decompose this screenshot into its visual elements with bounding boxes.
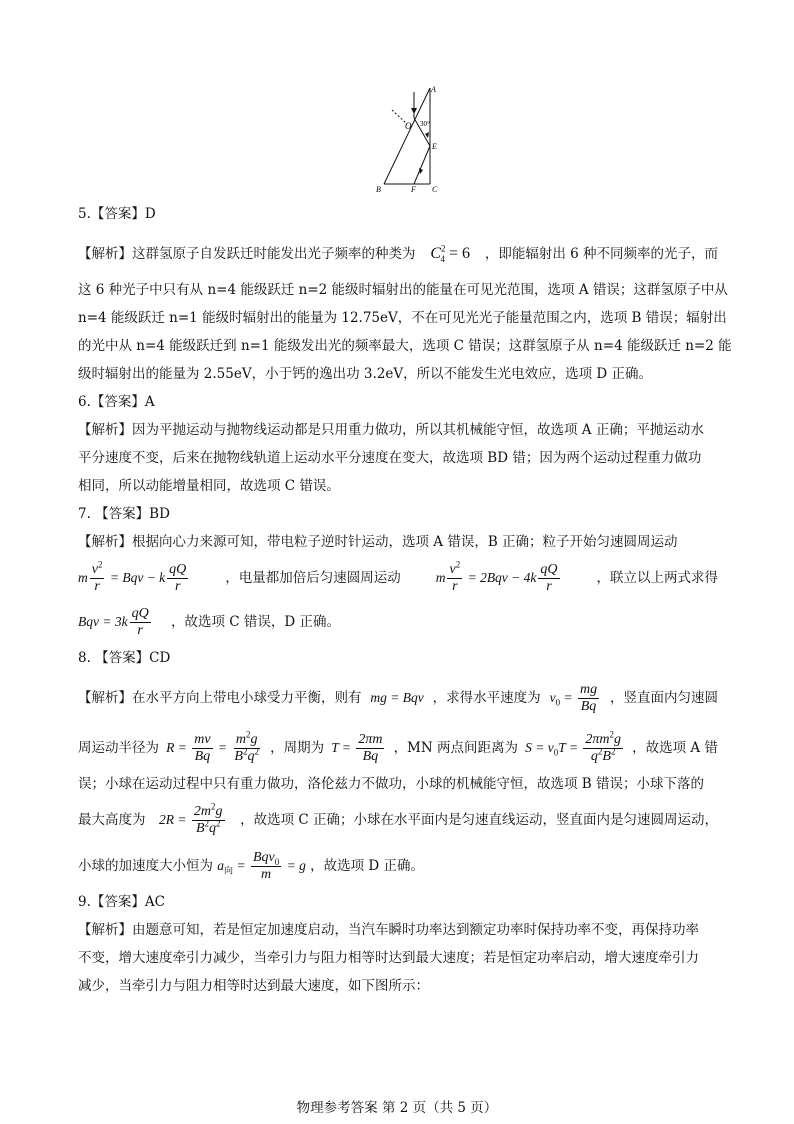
q9-line3: 减少，当牵引力与阻力相等时达到最大速度，如下图所示： <box>78 978 429 994</box>
page-footer: 物理参考答案 第 2 页（共 5 页） <box>296 1100 498 1116</box>
q8-line1 <box>78 676 718 720</box>
label-o: O <box>405 121 412 131</box>
q9-answer: 9.【答案】AC <box>78 894 165 910</box>
q6-answer: 6.【答案】A <box>78 394 155 410</box>
q7-formula-initial: m $\frac{v^2}{r}$ = Bqv − k $\frac{qQ}{r}$ <box>78 559 187 595</box>
q8-formula-height: 2R = $\frac{2m^2g}{B^2q^2}$ <box>159 801 223 837</box>
q8-formula-velocity: $v_0$ = $\frac{mg}{Bq}$ <box>549 682 598 715</box>
arrow-reflected <box>419 168 423 174</box>
q8-formula-distance: $S = v_0T$ = $\frac{2\pi m^2g}{q^2B^2}$ <box>525 729 621 765</box>
q5-formula-combination: $C^2_4 = 6$ <box>430 243 471 265</box>
q9-line1: 【解析】由题意可知，若是恒定加速度启动，当汽车瞬时功率达到额定功率时保持功率不变，再保持功率 <box>78 922 699 938</box>
q7-text-result: ，故选项 C 错误，D 正确。 <box>171 614 341 630</box>
q9-line2: 不变，增大速度牵引力减少，当牵引力与阻力相等时达到最大速度；若是恒定功率启动，增大速度牵引力 <box>78 950 699 966</box>
q8-text-d-right: ，故选项 D 正确。 <box>310 858 425 874</box>
q8-text-c-right: ，故选项 C 正确；小球在水平面内是匀速直线运动，竖直面内是匀速圆周运动， <box>240 812 718 828</box>
q8-formula-balance: mg = Bqv <box>370 690 424 705</box>
q8-line4 <box>78 798 718 842</box>
q5-answer: 5.【答案】D <box>78 206 156 222</box>
q7-line2 <box>78 556 718 600</box>
q5-text-b: ，即能辐射出 6 种不同频率的光子，而 <box>484 246 718 262</box>
q7-formula-doubled: m $\frac{v^2}{r}$ = 2Bqv − 4k $\frac{qQ}{r}$ <box>435 559 558 595</box>
q5-text-a: 【解析】这群氢原子自发跃迁时能发出光子频率的种类为 <box>78 246 416 262</box>
label-a: A <box>431 85 436 94</box>
q7-line1: 【解析】根据向心力来源可知，带电粒子逆时针运动，选项 A 错误，B 正确；粒子开始匀速圆周运动 <box>78 534 678 550</box>
q7-answer: 7. 【答案】BD <box>78 506 170 522</box>
q8-formula-radius: R = $\frac{mv}{Bq}$ = $\frac{m^2g}{B^2q^2}$ <box>166 729 259 765</box>
label-e: E <box>432 142 437 151</box>
label-b: B <box>376 185 381 194</box>
label-f: F <box>411 185 416 194</box>
q8-text-b: ，求得水平速度为 <box>432 690 541 706</box>
label-angle: 30° <box>420 120 430 128</box>
q8-line2 <box>78 726 718 770</box>
q8-answer: 8. 【答案】CD <box>78 650 171 666</box>
q8-formula-accel: $a_向$ = $\frac{Bqv_0}{m}$ = g <box>217 850 306 883</box>
prism-edge-ab <box>384 88 430 184</box>
q6-line1: 【解析】因为平抛运动与抛物线运动都是只用重力做功，所以其机械能守恒，故选项 A 正确；平抛运动水 <box>78 422 704 438</box>
q6-line2: 平分速度不变，后来在抛物线轨道上运动水平分速度在变大，故选项 BD 错；因为两个运动过程重力做功 <box>78 450 702 466</box>
q5-line4: 的光中从 n=4 能级跃迁到 n=1 能级发出光的频率最大，选项 C 错误；这群氢原子从 n=4 能级跃迁 n=2 能 <box>78 338 732 354</box>
q8-line5 <box>78 844 718 888</box>
label-c: C <box>432 185 438 194</box>
q5-line5: 级时辐射出的能量为 2.55eV，小于钙的逸出功 3.2eV，所以不能发生光电效应，选项 D 正确。 <box>78 366 652 382</box>
q8-line3: 误；小球在运动过程中只有重力做功，洛伦兹力不做功，小球的机械能守恒，故选项 B 错误；小球下落的 <box>78 776 705 792</box>
q8-text-a: 【解析】在水平方向上带电小球受力平衡，则有 <box>78 690 362 706</box>
q7-text-end: ，联立以上两式求得 <box>596 570 718 586</box>
q8-text-radius: 周运动半径为 <box>78 740 159 756</box>
q8-text-height: 最大高度为 <box>78 812 146 828</box>
q8-text-accel: 小球的加速度大小恒为 <box>78 858 213 874</box>
q5-line1 <box>78 232 718 276</box>
q7-line3 <box>78 600 718 644</box>
q5-line2: 这 6 种光子中只有从 n=4 能级跃迁 n=2 能级时辐射出的能量在可见光范围，选项 A 错误；这群氢原子中从 <box>78 282 728 298</box>
q7-formula-result: Bqv = 3k $\frac{qQ}{r}$ <box>78 606 149 639</box>
q8-text-c: ，竖直面内匀速圆 <box>609 690 718 706</box>
q8-formula-period: T = $\frac{2\pi m}{Bq}$ <box>331 732 383 765</box>
solutions-content <box>78 196 732 1000</box>
q8-text-period: ，周期为 <box>270 740 325 756</box>
arrow-refracted <box>425 132 429 138</box>
prism-figure <box>370 84 450 194</box>
arrow-down <box>411 108 417 114</box>
q8-text-distance: ，MN 两点间距离为 <box>393 740 518 756</box>
ray-reflected <box>414 146 430 184</box>
q5-line3: n=4 能级跃迁 n=1 能级时辐射出的能量为 12.75eV，不在可见光光子能量范围之内，选项 B 错误；辐射出 <box>78 310 727 326</box>
q6-line3: 相同，所以动能增量相同，故选项 C 错误。 <box>78 478 340 494</box>
q8-text-a-wrong: ，故选项 A 错 <box>632 740 718 756</box>
q7-text-mid: ，电量都加倍后匀速圆周运动 <box>225 570 401 586</box>
